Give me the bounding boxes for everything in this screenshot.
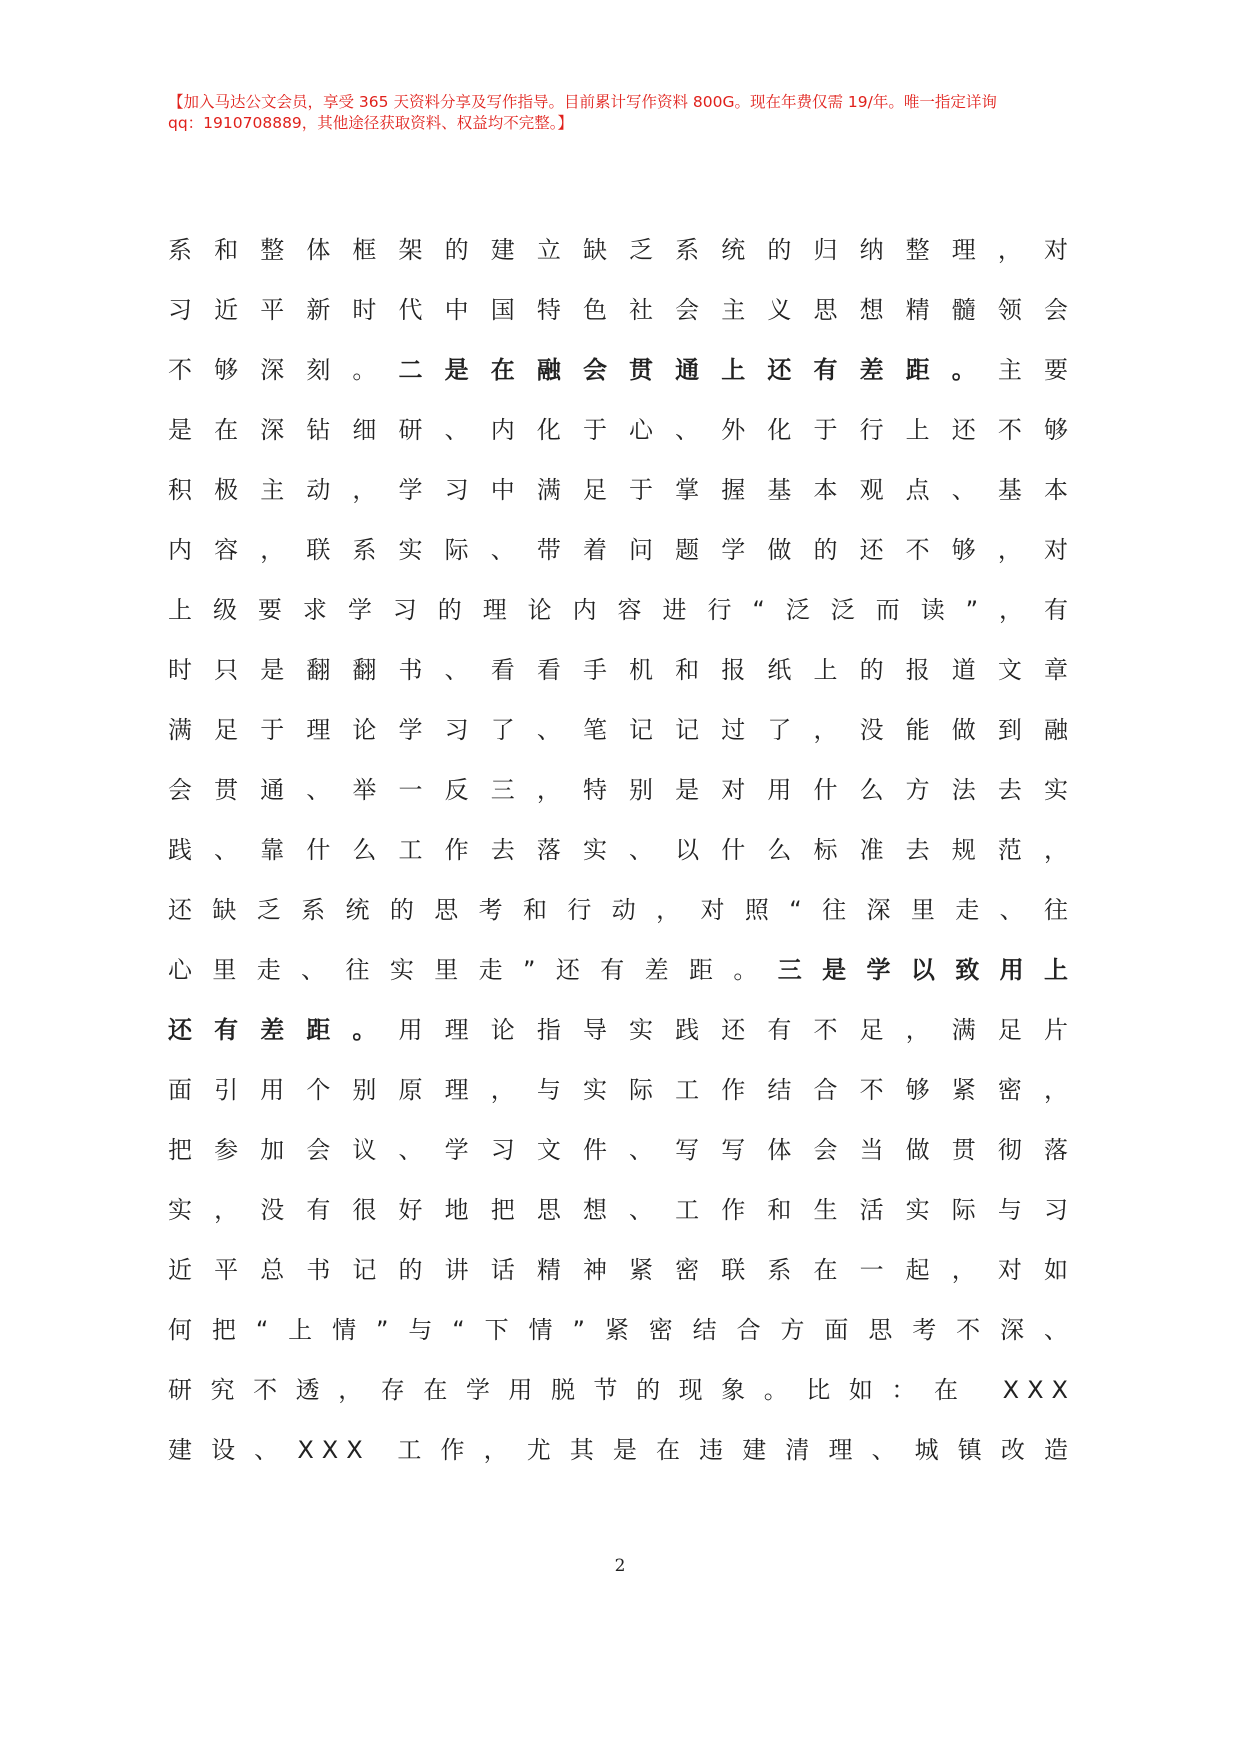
bold-text-segment: 三是学以致用上 (777, 956, 1077, 984)
text-line (168, 280, 1076, 340)
membership-notice (168, 92, 1068, 134)
text-line (168, 1420, 1076, 1480)
text-segment: 是在深钻细研、内化于心、外化于行上还不够 (168, 416, 1076, 444)
text-line (168, 520, 1076, 580)
text-segment: 把参加会议、学习文件、写写体会当做贯彻落 (168, 1136, 1076, 1164)
text-line (168, 580, 1076, 640)
text-segment: 内容，联系实际、带着问题学做的还不够，对 (168, 536, 1076, 564)
text-line (168, 940, 1076, 1000)
text-segment: 上级要求学习的理论内容进行“泛泛而读”，有 (168, 596, 1076, 624)
text-line (168, 1240, 1076, 1300)
text-line (168, 700, 1076, 760)
text-segment: 研究不透，存在学用脱节的现象。比如：在 XXX (168, 1376, 1076, 1404)
text-line (168, 820, 1076, 880)
text-line (168, 400, 1076, 460)
text-segment: 主要 (997, 356, 1077, 384)
bold-text-segment: 还有差距。 (168, 1016, 399, 1044)
text-line (168, 1360, 1076, 1420)
text-line (168, 1000, 1076, 1060)
text-segment: 系和整体框架的建立缺乏系统的归纳整理，对 (168, 236, 1076, 264)
text-line (168, 880, 1076, 940)
text-segment: 心里走、往实里走”还有差距。 (168, 956, 778, 984)
text-segment: 何把“上情”与“下情”紧密结合方面思考不深、 (168, 1316, 1076, 1344)
text-segment: 建设、XXX 工作，尤其是在违建清理、城镇改造 (168, 1436, 1076, 1464)
text-line (168, 1060, 1076, 1120)
bold-text-segment: 二是在融会贯通上还有差距。 (398, 356, 998, 384)
text-segment: 会贯通、举一反三，特别是对用什么方法去实 (168, 776, 1076, 804)
text-line (168, 760, 1076, 820)
text-segment: 面引用个别原理，与实际工作结合不够紧密， (168, 1076, 1076, 1104)
text-line (168, 1300, 1076, 1360)
text-segment: 满足于理论学习了、笔记记过了，没能做到融 (168, 716, 1076, 744)
text-segment: 近平总书记的讲话精神紧密联系在一起，对如 (168, 1256, 1076, 1284)
text-segment: 习近平新时代中国特色社会主义思想精髓领会 (168, 296, 1076, 324)
notice-line-2: qq：1910708889，其他途径获取资料、权益均不完整。】 (168, 114, 574, 132)
text-line (168, 460, 1076, 520)
text-segment: 还缺乏系统的思考和行动，对照“往深里走、往 (168, 896, 1076, 924)
text-segment: 不够深刻。 (168, 356, 399, 384)
text-line (168, 340, 1076, 400)
text-line (168, 220, 1076, 280)
text-line (168, 640, 1076, 700)
text-line (168, 1180, 1076, 1240)
document-body (168, 220, 1076, 1480)
text-segment: 时只是翻翻书、看看手机和报纸上的报道文章 (168, 656, 1076, 684)
page-number: 2 (614, 1556, 626, 1576)
text-segment: 践、靠什么工作去落实、以什么标准去规范， (168, 836, 1076, 864)
text-line (168, 1120, 1076, 1180)
text-segment: 积极主动，学习中满足于掌握基本观点、基本 (168, 476, 1076, 504)
notice-line-1: 【加入马达公文会员，享受 365 天资料分享及写作指导。目前累计写作资料 800G。现在年费仅需 19/年。唯一指定详询 (168, 93, 997, 111)
text-segment: 用理论指导实践还有不足，满足片 (398, 1016, 1077, 1044)
text-segment: 实，没有很好地把思想、工作和生活实际与习 (168, 1196, 1076, 1224)
